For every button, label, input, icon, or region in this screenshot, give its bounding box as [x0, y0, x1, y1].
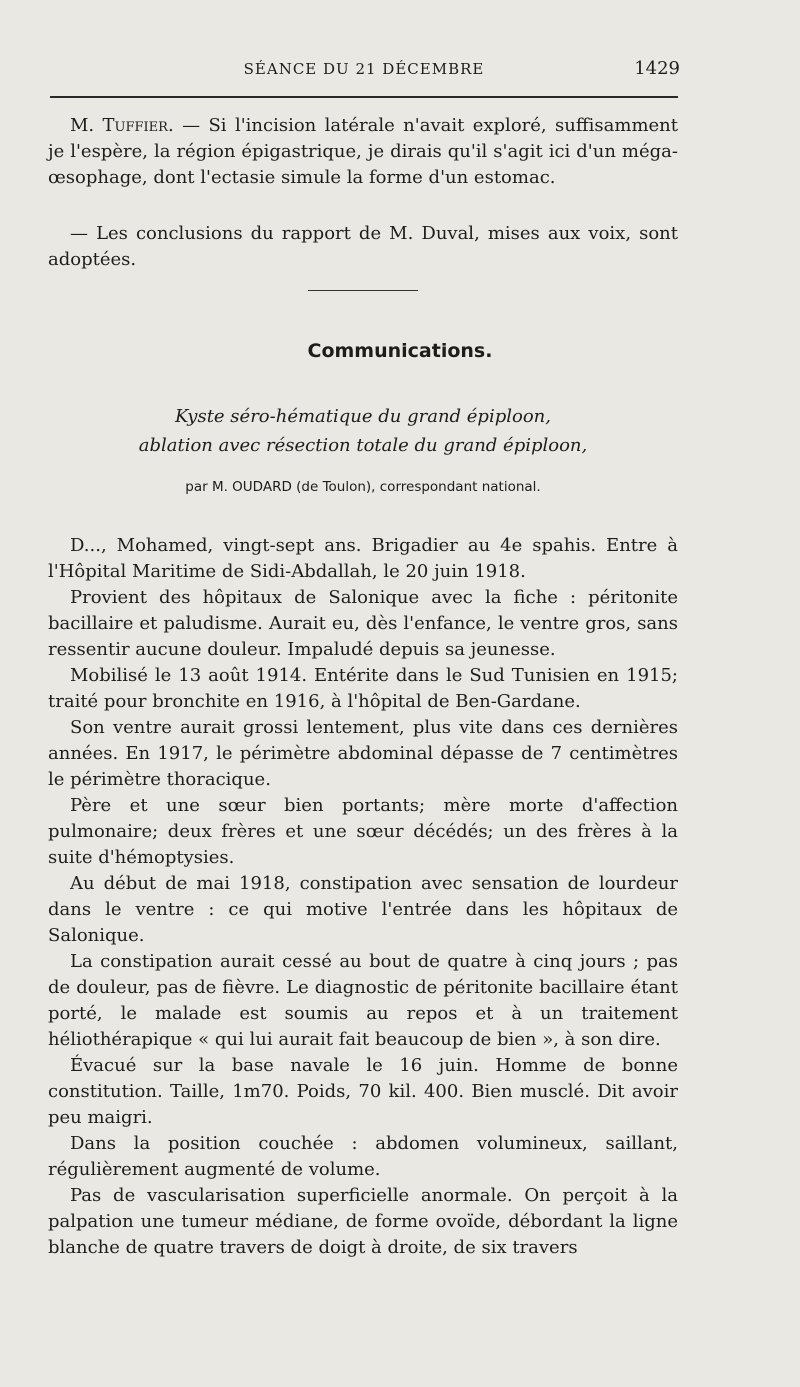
- body-paragraph: Mobilisé le 13 août 1914. Entérite dans le Sud Tunisien en 1915; traité pour bronchite en 1916, à l'hôpital de Ben-Gardane.: [48, 665, 678, 712]
- separator-rule: [308, 290, 418, 291]
- body-paragraph: Provient des hôpitaux de Salonique avec la fiche : péritonite bacillaire et paludisme. Aurait eu, dès l'enfance, le ventre gros, sans ressentir aucune douleur. Impaludé depuis sa jeunesse.: [48, 587, 678, 660]
- page-number: 1429: [634, 58, 680, 79]
- body-paragraph: Pas de vascularisation superficielle anormale. On perçoit à la palpation une tumeur médiane, de forme ovoïde, débordant la ligne blanche de quatre travers de doigt à droite, de six travers: [48, 1185, 678, 1258]
- article-title: [48, 402, 678, 460]
- intro-paragraph-tuffier: [48, 113, 678, 191]
- intro-paragraph: [48, 113, 678, 191]
- running-title: SÉANCE DU 21 DÉCEMBRE: [243, 60, 485, 78]
- conclusions-text: — Les conclusions du rapport de M. Duval, mises aux voix, sont adoptées.: [48, 223, 678, 270]
- body-paragraph: La constipation aurait cessé au bout de quatre à cinq jours ; pas de douleur, pas de fièvre. Le diagnostic de péritonite bacillaire étant porté, le malade est soumis au repos et à un traitement héliothérapique « qui lui aurait fait beaucoup de bien », à son dire.: [48, 951, 678, 1050]
- body-paragraph: Dans la position couchée : abdomen volumineux, saillant, régulièrement augmenté de volume.: [48, 1133, 678, 1180]
- section-title: Communications.: [307, 340, 493, 362]
- article-title-line-2: ablation avec résection totale du grand épiploon,: [138, 435, 588, 456]
- speaker-name: M. Tuffier.: [70, 115, 174, 136]
- body-paragraph: D..., Mohamed, vingt-sept ans. Brigadier au 4e spahis. Entre à l'Hôpital Maritime de Sidi-Abdallah, le 20 juin 1918.: [48, 535, 678, 582]
- article-author: par M. OUDARD (de Toulon), correspondant national.: [185, 479, 541, 495]
- page-header: [48, 58, 680, 86]
- conclusions-paragraph: [48, 221, 678, 273]
- body-paragraph: Père et une sœur bien portants; mère morte d'affection pulmonaire; deux frères et une sœur décédés; un des frères à la suite d'hémoptysies.: [48, 795, 678, 868]
- body-paragraph: Son ventre aurait grossi lentement, plus vite dans ces dernières années. En 1917, le périmètre abdominal dépasse de 7 centimètres le périmètre thoracique.: [48, 717, 678, 790]
- article-title-line-1: Kyste séro-hématique du grand épiploon,: [175, 406, 551, 427]
- body-paragraph: Évacué sur la base navale le 16 juin. Homme de bonne constitution. Taille, 1m70. Poids, 70 kil. 400. Bien musclé. Dit avoir peu maigri.: [48, 1055, 678, 1128]
- article-body: [48, 533, 678, 1261]
- body-paragraph: Au début de mai 1918, constipation avec sensation de lourdeur dans le ventre : ce qui motive l'entrée dans les hôpitaux de Salonique.: [48, 873, 678, 946]
- header-rule: [50, 96, 678, 98]
- intro-text: — Si l'incision latérale n'avait exploré, suffisamment je l'espère, la région épigastrique, je dirais qu'il s'agit ici d'un méga-œsophage, dont l'ectasie simule la forme d'un estomac.: [48, 115, 678, 188]
